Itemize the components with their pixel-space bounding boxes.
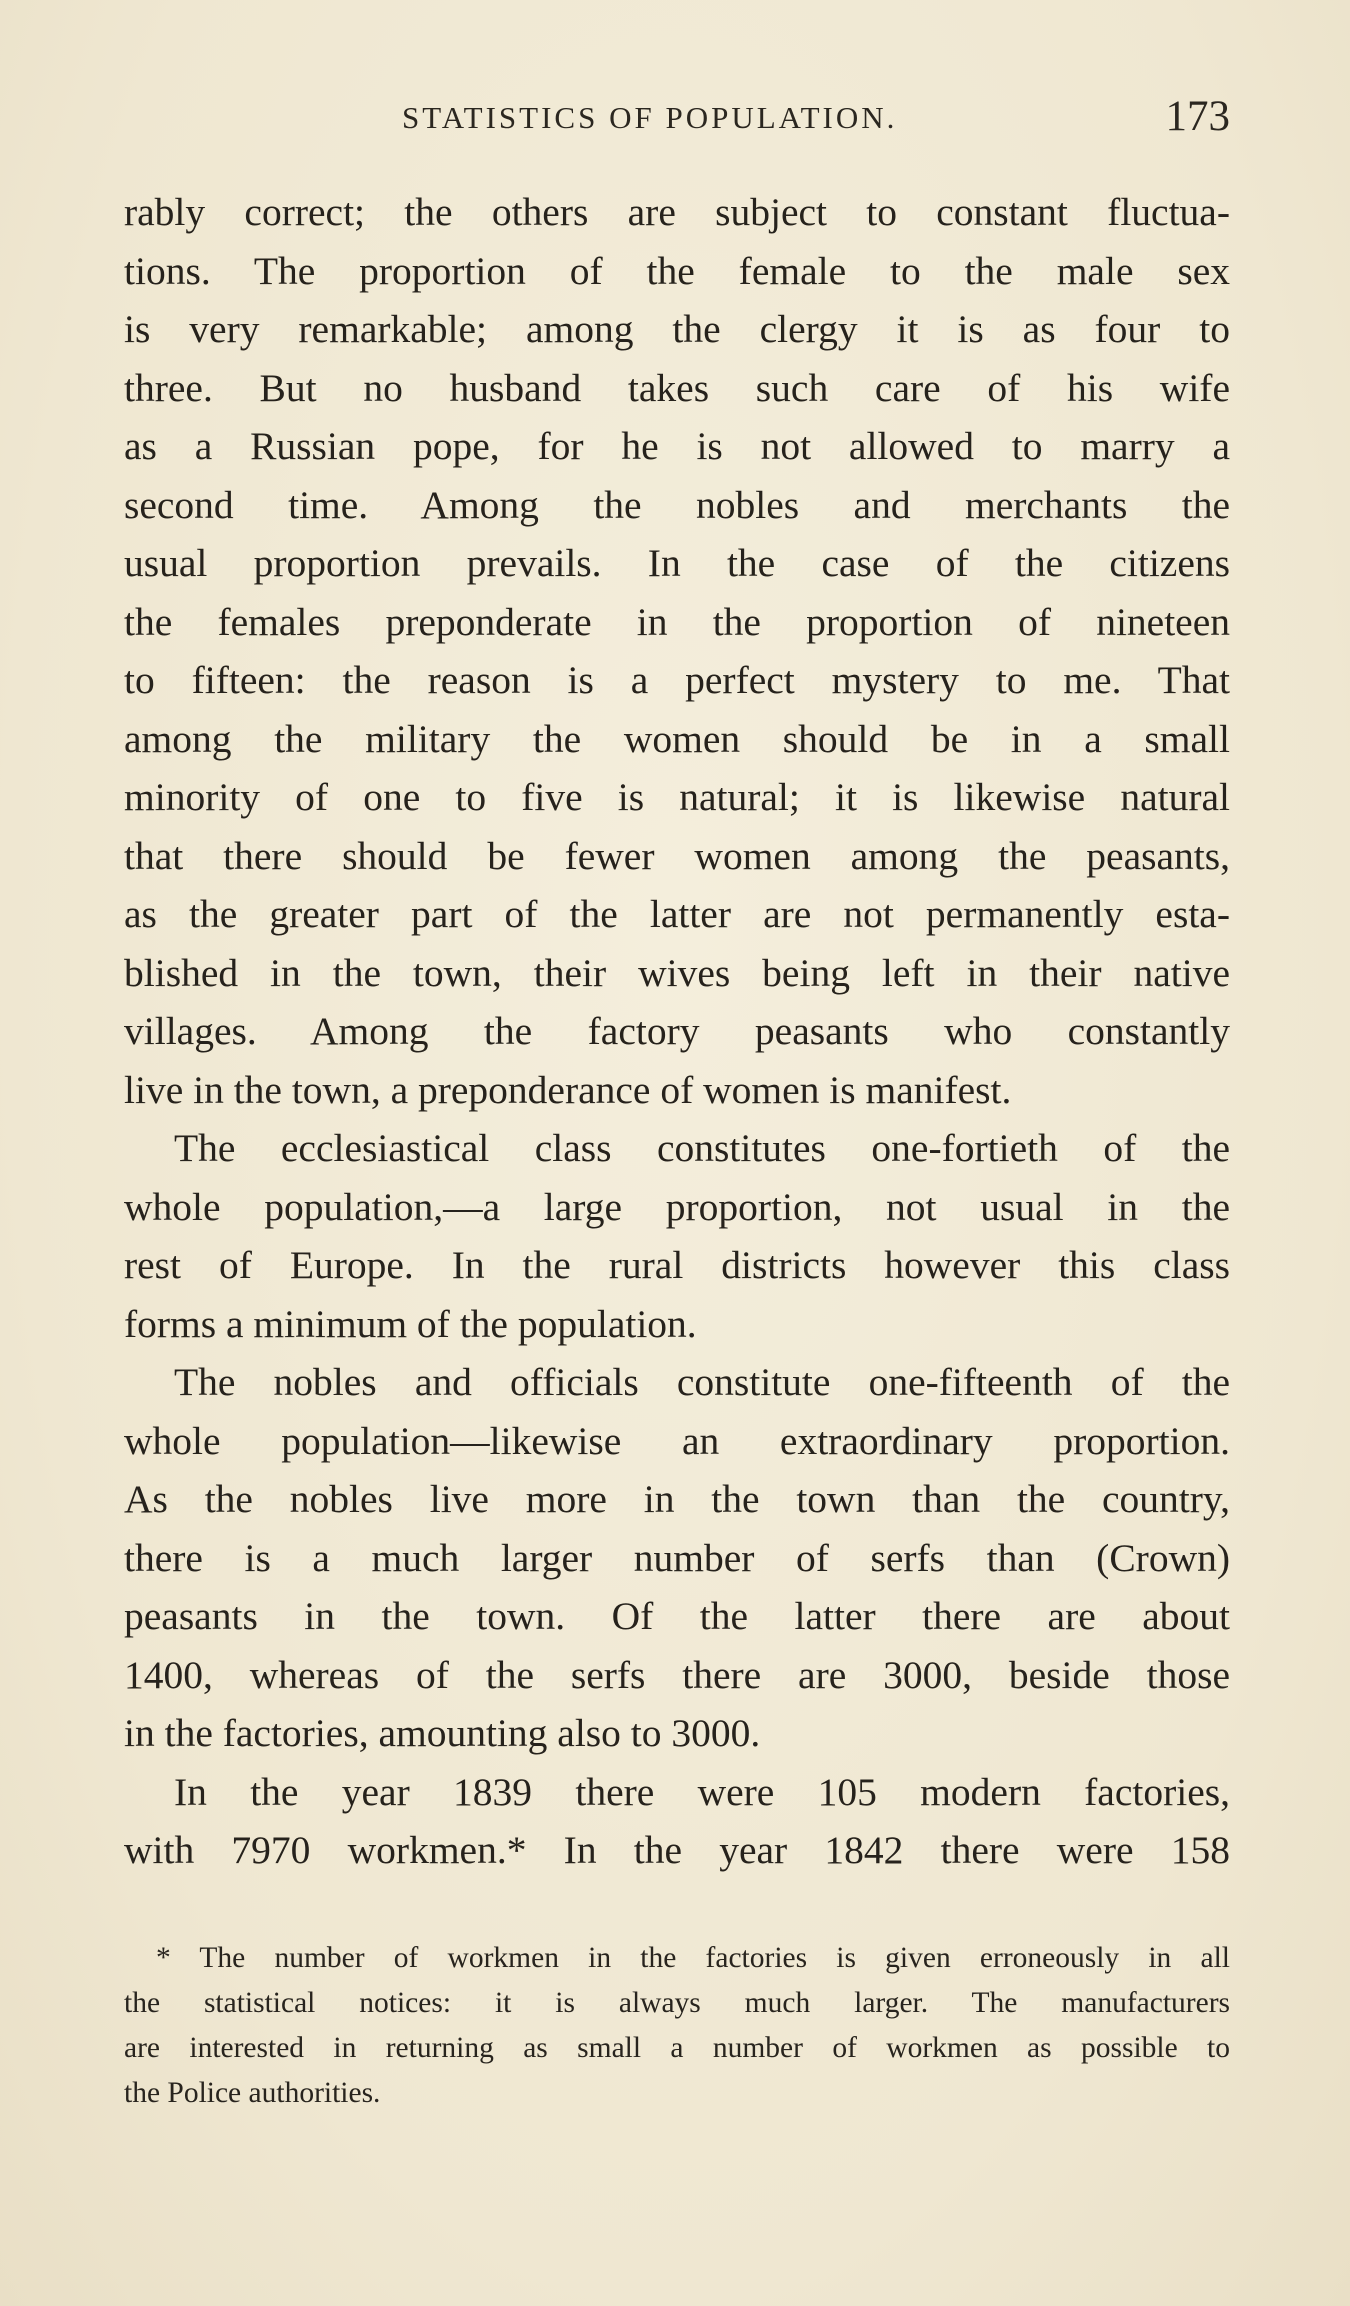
text-line: live in the town, a preponderance of women is manifest. bbox=[124, 1067, 1012, 1112]
text-line: blished in the town, their wives being left in their native bbox=[124, 950, 1230, 995]
text-line: second time. Among the nobles and merchants the bbox=[124, 482, 1230, 527]
text-line: As the nobles live more in the town than the country, bbox=[124, 1477, 1230, 1521]
body-text bbox=[124, 183, 1230, 1880]
footnote-line: the Police authorities. bbox=[124, 2077, 381, 2109]
text-line: whole population,—a large proportion, not usual in the bbox=[124, 1184, 1230, 1229]
footnote-line: are interested in returning as small a number of workmen as possible to bbox=[124, 2032, 1230, 2064]
text-line: The ecclesiastical class constitutes one-fortieth of the bbox=[174, 1126, 1230, 1170]
text-line: peasants in the town. Of the latter there are about bbox=[124, 1594, 1230, 1638]
text-line: the females preponderate in the proportion of nineteen bbox=[124, 599, 1230, 644]
text-line: The nobles and officials constitute one-fifteenth of the bbox=[174, 1360, 1230, 1404]
text-line: to fifteen: the reason is a perfect mystery to me. That bbox=[124, 658, 1230, 702]
text-line: rest of Europe. In the rural districts however this class bbox=[124, 1243, 1230, 1287]
text-line: three. But no husband takes such care of his wife bbox=[124, 365, 1230, 410]
text-line: in the factories, amounting also to 3000. bbox=[124, 1711, 761, 1755]
text-line: villages. Among the factory peasants who constantly bbox=[124, 1009, 1230, 1053]
footnote-line: the statistical notices: it is always much larger. The manufacturers bbox=[124, 1987, 1230, 2019]
running-head bbox=[124, 92, 1230, 142]
text-line: with 7970 workmen.* In the year 1842 there were 158 bbox=[124, 1828, 1230, 1872]
footnote-line: * The number of workmen in the factories is given erroneously in all bbox=[156, 1942, 1230, 1974]
text-line: as the greater part of the latter are not permanently esta- bbox=[124, 892, 1230, 936]
text-line: 1400, whereas of the serfs there are 3000, beside those bbox=[124, 1652, 1230, 1697]
text-line: as a Russian pope, for he is not allowed to marry a bbox=[124, 424, 1230, 468]
text-line: tions. The proportion of the female to the male sex bbox=[124, 248, 1230, 293]
text-line: minority of one to five is natural; it is likewise natural bbox=[124, 775, 1230, 819]
text-line: among the military the women should be in a small bbox=[124, 716, 1230, 761]
text-line: forms a minimum of the population. bbox=[124, 1301, 697, 1346]
text-line: usual proportion prevails. In the case of the citizens bbox=[124, 541, 1230, 585]
footnote bbox=[124, 1936, 1230, 2116]
text-line: whole population—likewise an extraordinary proportion. bbox=[124, 1418, 1230, 1463]
text-line: In the year 1839 there were 105 modern factories, bbox=[174, 1769, 1230, 1814]
text-line: there is a much larger number of serfs than (Crown) bbox=[124, 1535, 1230, 1580]
text-line: is very remarkable; among the clergy it is as four to bbox=[124, 307, 1230, 351]
text-line: rably correct; the others are subject to constant fluctua- bbox=[124, 190, 1230, 234]
page-number: 173 bbox=[1165, 93, 1230, 140]
text-line: that there should be fewer women among the peasants, bbox=[124, 833, 1230, 878]
running-title: STATISTICS OF POPULATION. bbox=[402, 100, 898, 135]
